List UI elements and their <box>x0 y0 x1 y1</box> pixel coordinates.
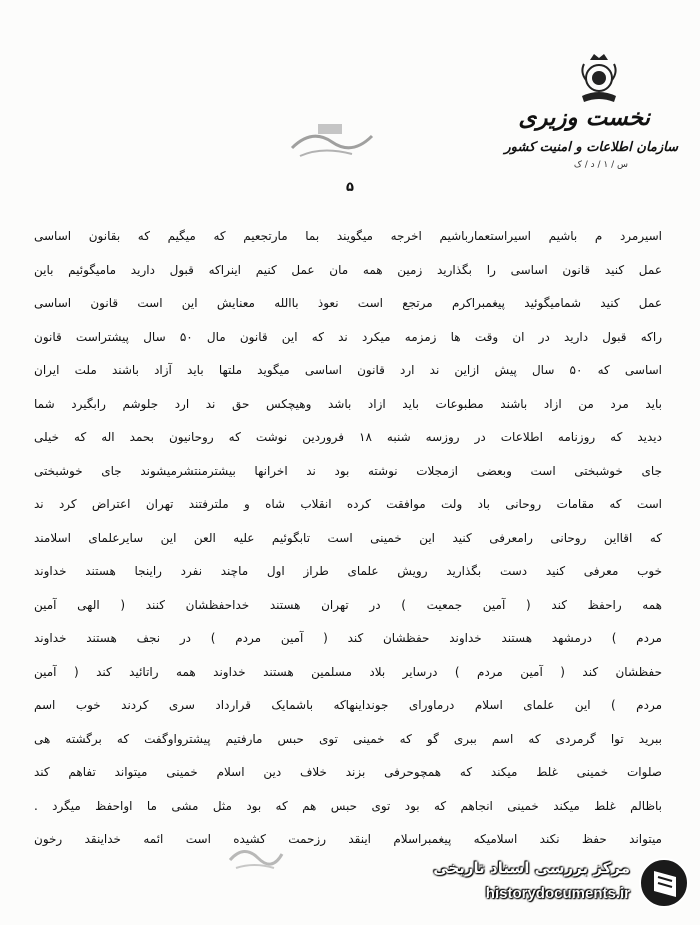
document-body <box>34 220 662 857</box>
body-line: همه راحفظ کند ( آمین جمعیت ) در تهران هستند خداحفظشان کنند ( الهی آمین <box>34 597 662 612</box>
faded-stamp-icon <box>282 118 378 164</box>
watermark-url: historydocuments.ir <box>485 885 630 902</box>
body-line: عمل کنید شمامیگوئید پیغمبراکرم مرتجع است نعوذ باالله معنایش این است قانون اساسی <box>34 296 662 310</box>
body-line: جای خوشبختی است وبعضی ازمجلات نوشته بود ند اخرانها بیشترمنتشرمیشوند جای خوشبختی <box>34 463 662 478</box>
letterhead-ministry: نخست وزیری <box>518 104 650 131</box>
body-line: حفظشان کند ( آمین مردم ) درسایر بلاد مسلمین هستند خداوند همه راتائید کند ( آمین <box>34 664 662 679</box>
body-line: باظالم غلط میکند خمینی انجاهم که بود توی حبس هم که بود مثل مشی ما اواحفظ میگرد . <box>34 798 662 813</box>
body-line: راکه قبول دارید در ان وقت ها زمزمه میکرد ند که این قانون مال ۵۰ سال پیشتراست قانون <box>34 329 662 344</box>
body-line: صلوات خمینی غلط میکند که همچوحرفی بزند خلاف دین اسلام خمینی میتواند تفاهم کند <box>34 765 662 779</box>
body-line: عمل کنید قانون اساسی را بگذارید زمین همه مان عمل کنیم اینراکه قبول دارید مامیگوئیم باین <box>34 262 662 277</box>
body-line: که اقااین روحانی رامعرفی کنید این خمینی است تابگوئیم علیه العن این سایرعلمای اسلامند <box>34 530 662 545</box>
lion-and-sun-emblem-icon <box>576 52 622 106</box>
body-line: باید مرد من ازاد باشند مطبوعات باید ازاد باشد وهیچکس حق ند ارد جلوشم رابگیرد شما <box>34 396 662 411</box>
body-line: اساسی که ۵۰ سال پیش ازاین ند ارد قانون اساسی میگوید ملتها باید آزاد باشند ملت ایران <box>34 363 662 377</box>
body-line: خوب معرفی کنید دست بگذارید رویش علمای طراز اول ماچند نفرد راینجا هستند خداوند <box>34 564 662 578</box>
body-line: اسیرمرد م باشیم اسیراستعمارباشیم اخرجه میگویند بما مارتجعیم که میگیم که بقانون اساسی <box>34 229 662 243</box>
archive-watermark <box>410 853 690 917</box>
page-number: ۵ <box>346 180 354 195</box>
faded-stamp-icon <box>224 840 286 872</box>
body-line: مردم ) درمشهد هستند خداوند حفظشان کند ( آمین مردم ) در نجف هستند خداوند <box>34 631 662 645</box>
body-line: میتواند حفظ نکند اسلامیکه پیغمبراسلام اینقد رزحمت کشیده است ائمه خداینقد رخون <box>34 832 662 846</box>
letterhead-organization: سازمان اطلاعات و امنیت کشور <box>504 140 678 155</box>
body-line: دیدید که روزنامه اطلاعات در روزسه شنبه ۱۸ فروردین نوشت که روحانیون بحمد اله که خیلی <box>34 430 662 444</box>
body-line: مردم ) این علمای اسلام درماورای جونداینهاکه باشمایک قرارداد سری کردند خوب اسم <box>34 698 662 712</box>
watermark-title: مرکز بررسی اسناد تاریخی <box>433 859 630 877</box>
archive-logo-icon <box>638 857 690 909</box>
letterhead-code: س / ۱ / د / ک <box>573 160 628 170</box>
body-line: ببرید توا گرمردی که اسم ببری گو که خمینی توی حبس مارفتیم پیشترواوگفت که برگشته هی <box>34 731 662 746</box>
body-line: است که مقامات روحانی باد ولت موافقت کرده انقلاب شاه و ملترفتند تهران اعتراض کرد ند <box>34 497 662 511</box>
letterhead <box>478 104 678 172</box>
